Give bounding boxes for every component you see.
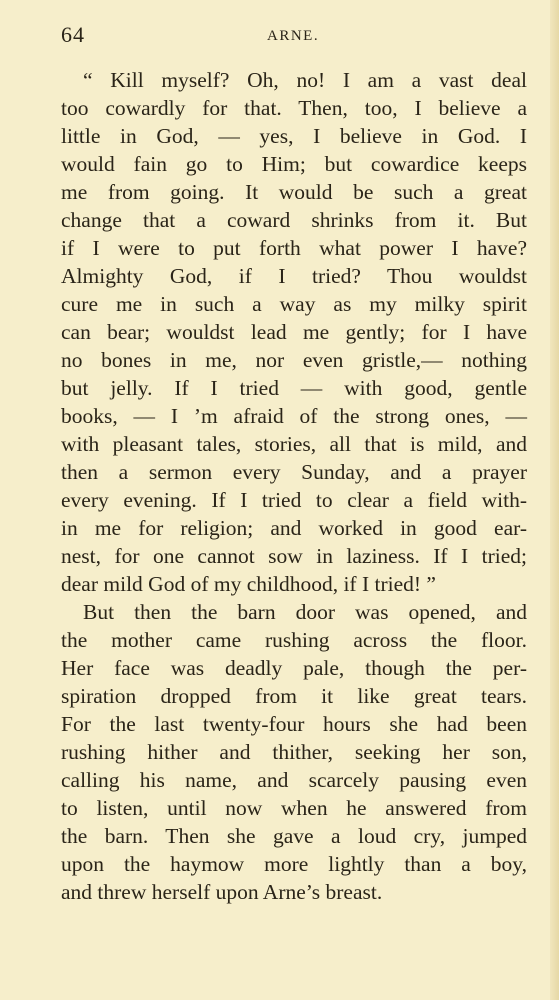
text-line: calling his name, and scarcely pausing even [61,768,527,792]
page-header [61,22,499,50]
text-line: me from going. It would be such a great [61,180,527,204]
text-line: dear mild God of my childhood, if I tried! ” [61,572,436,596]
text-line: “ Kill myself? Oh, no! I am a vast deal [83,68,527,92]
text-line: too cowardly for that. Then, too, I believe a [61,96,527,120]
text-line: For the last twenty-four hours she had been [61,712,527,736]
text-line: Almighty God, if I tried? Thou wouldst [61,264,527,288]
text-line: upon the haymow more lightly than a boy, [61,852,527,876]
paragraph-2 [61,598,527,906]
text-line: little in God, — yes, I believe in God. I [61,124,527,148]
text-line: books, — I ’m afraid of the strong ones, — [61,404,527,428]
text-line: Her face was deadly pale, though the per- [61,656,527,680]
text-line: to listen, until now when he answered from [61,796,527,820]
running-head: ARNE. [267,28,320,44]
text-line: would fain go to Him; but cowardice keeps [61,152,527,176]
text-line: nest, for one cannot sow in laziness. If I tried; [61,544,527,568]
text-line: cure me in such a way as my milky spirit [61,292,527,316]
text-line: rushing hither and thither, seeking her son, [61,740,527,764]
text-line: no bones in me, nor even gristle,— nothing [61,348,527,372]
body-text [61,66,527,906]
text-line: spiration dropped from it like great tears. [61,684,527,708]
text-line: with pleasant tales, stories, all that is mild, and [61,432,527,456]
text-line: every evening. If I tried to clear a field with- [61,488,527,512]
text-line: the mother came rushing across the floor. [61,628,527,652]
text-line: change that a coward shrinks from it. But [61,208,527,232]
text-line: if I were to put forth what power I have? [61,236,527,260]
text-line: and threw herself upon Arne’s breast. [61,880,383,904]
page-number: 64 [61,22,85,47]
paragraph-1 [61,66,527,598]
text-line: in me for religion; and worked in good ear- [61,516,527,540]
text-line: the barn. Then she gave a loud cry, jumped [61,824,527,848]
text-line: can bear; wouldst lead me gently; for I have [61,320,527,344]
text-line: then a sermon every Sunday, and a prayer [61,460,527,484]
text-line: but jelly. If I tried — with good, gentle [61,376,527,400]
page-edge [550,0,559,1000]
text-line: But then the barn door was opened, and [83,600,527,624]
